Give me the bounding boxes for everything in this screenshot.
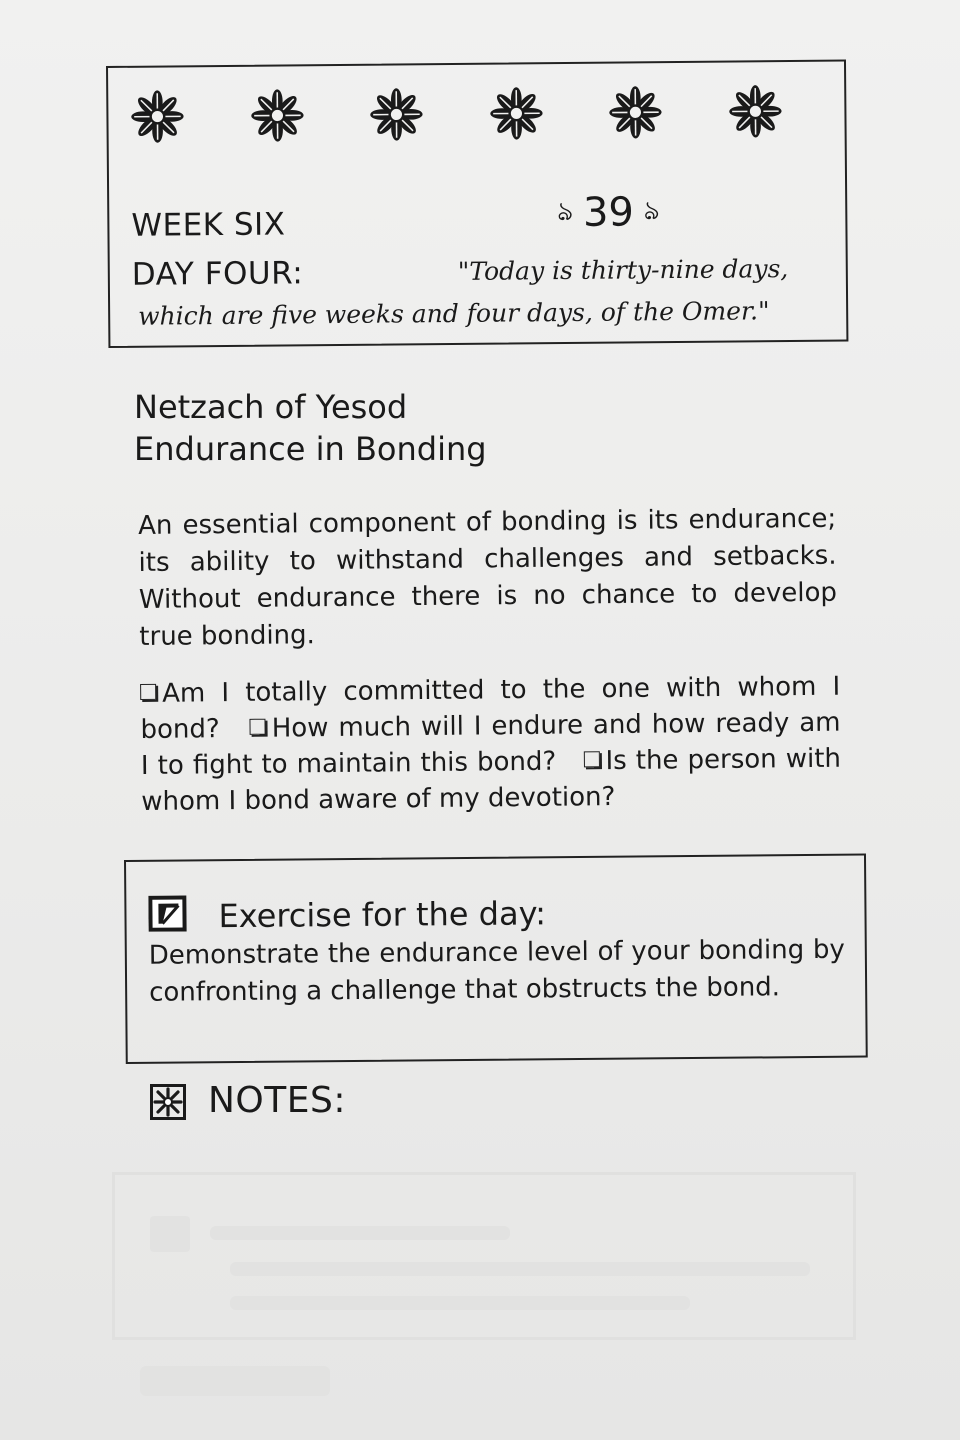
exercise-box [124, 854, 868, 1064]
flower-icon [724, 80, 787, 143]
ornament-icon: ঌ [557, 196, 574, 228]
flower-center [151, 110, 165, 124]
omer-day-number [557, 189, 660, 236]
flower-icon [126, 85, 189, 148]
question-item: Is the person with whom I bond aware of my devotion? [141, 743, 842, 817]
day-label: DAY FOUR: [131, 255, 304, 293]
exercise-text: Demonstrate the endurance level of your bonding by confronting a challenge that obstructs the bond. [148, 934, 845, 1008]
day-number-value: 39 [582, 189, 635, 236]
flower-center [749, 104, 763, 118]
flower-icon [605, 81, 668, 144]
notes-label: NOTES: [208, 1080, 346, 1121]
sefirah-title: Netzach of Yesod [134, 388, 408, 426]
body-paragraph: An essential component of bonding is its endurance; its ability to withstand challenges and setbacks. Without endurance there is no chance to develop true bonding. [138, 503, 838, 652]
flower-center [509, 107, 523, 121]
show-through-shadow [230, 1262, 810, 1276]
show-through-shadow [112, 1172, 856, 1340]
omer-count-line-1: "Today is thirty-nine days, [457, 254, 789, 286]
checkbox-icon [140, 684, 156, 700]
flower-box-icon [150, 1084, 186, 1120]
flower-icon [365, 83, 428, 146]
flower-center [270, 109, 284, 123]
flower-row [126, 80, 787, 148]
exercise-heading: Exercise for the day: [218, 894, 547, 936]
week-label: WEEK SIX [131, 206, 286, 244]
sefirah-subtitle: Endurance in Bonding [134, 430, 487, 468]
show-through-shadow [230, 1296, 690, 1310]
day-header-box [106, 60, 848, 348]
question-item: How much will I endure and how ready am I to fight to maintain this bond? [140, 707, 841, 781]
reflection-questions [140, 669, 841, 820]
ornament-icon: ঌ [643, 196, 660, 227]
show-through-shadow [150, 1216, 190, 1252]
flower-center [629, 106, 643, 120]
pencil-checkbox-icon [148, 895, 188, 931]
omer-count-line-2: which are five weeks and four days, of the Omer." [138, 296, 770, 331]
checkbox-icon [250, 719, 266, 735]
question-item: Am I totally committed to the one with whom I bond? [140, 671, 841, 745]
checkbox-icon [583, 751, 599, 767]
flower-icon [246, 84, 309, 147]
flower-icon [485, 82, 548, 145]
show-through-shadow [210, 1226, 510, 1240]
flower-center [390, 108, 404, 122]
show-through-shadow [140, 1366, 330, 1396]
